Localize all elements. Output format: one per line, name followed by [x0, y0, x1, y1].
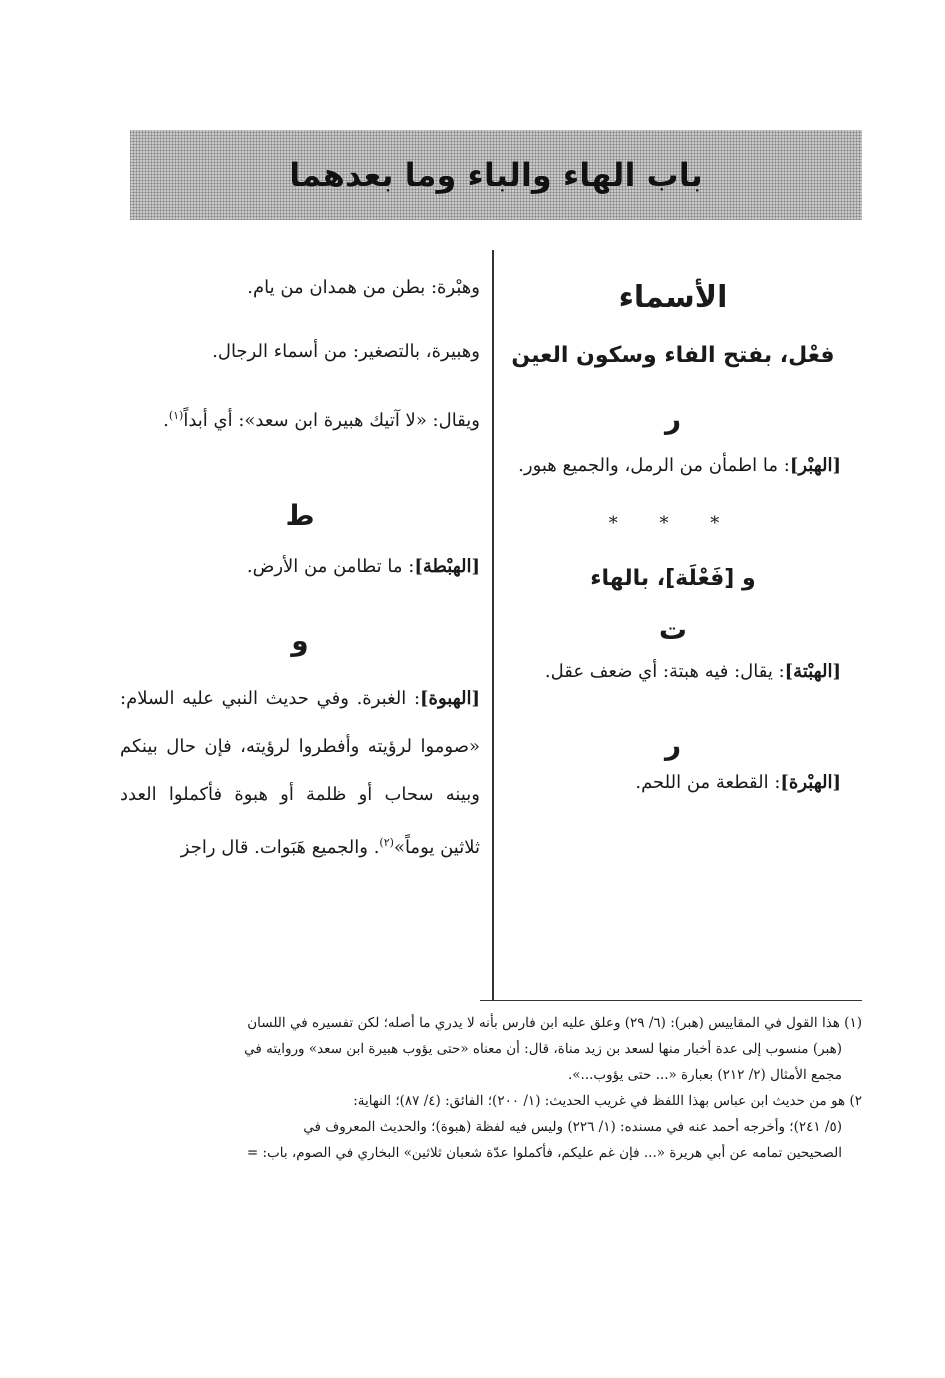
entry-habta2-text: : ما تطامن من الأرض.: [246, 556, 415, 577]
footnote-1-line-1: (١) هذا القول في المقاييس (هبر): (٦/ ٢٩) وعلق عليه ابن فارس بأنه لا يدري ما أصله؛ لكن تفسيره في اللسان: [247, 1015, 862, 1031]
chapter-title: باب الهاء والباء وما بعدهما: [289, 156, 703, 194]
entry-habwa-head: [الهبوة]: [420, 688, 480, 709]
entry-habr-head: [الهبْر]: [789, 455, 841, 476]
footnote-2-line-3: الصحيحين تمامه عن أبي هريرة «... فإن غم عليكم، فأكملوا عدّة شعبان ثلاثين» البخاري في الصوم، باب: =: [246, 1145, 842, 1161]
entry-habra-head: [الهبْرة]: [780, 772, 841, 793]
letter-heading-r2: ر: [664, 728, 682, 761]
footnote-1-line-2: (هبر) منسوب إلى عدة أخبار منها لسعد بن زيد مناة، قال: أن معناه «حتى يؤوب هبيرة ابن سعد» وروايته في: [244, 1041, 842, 1057]
letter-heading-t: ت: [658, 613, 688, 646]
footnote-2-line-2: (٥/ ٢٤١)؛ وأخرجه أحمد عنه في مسنده: (١/ ٢٢٦) وليس فيه لفظة (هبوة)؛ والحديث المعروف في: [303, 1119, 842, 1135]
letter-heading-waw: و: [291, 624, 309, 657]
entry-habta-text: : يقال: فيه هبتة: أي ضعف عقل.: [544, 661, 785, 682]
entry-habta: [505, 646, 841, 698]
footnotes: [100, 1010, 862, 1166]
entry-habwa-end: . والجميع هَبَوات. قال راجز: [180, 837, 380, 858]
entry-habta2-head: [الهبْطة]: [414, 556, 480, 577]
footnote-rule: [480, 1000, 862, 1001]
entry-habr: [505, 439, 841, 493]
section-heading: الأسماء: [618, 280, 728, 315]
entry-habwa-text: : الغبرة. وفي حديث النبي عليه السلام: «صوموا لرؤيته وأفطروا لرؤيته، فإن حال بينكم وبينه سحاب أو ظلمة أو هبوة فأكملوا العدد ثلاثين يوماً»: [120, 688, 480, 858]
footnote-2-line-1: ٢) هو من حديث ابن عباس بهذا اللفظ في غريب الحديث: (١/ ٢٠٠)؛ الفائق: (٤/ ٨٧)؛ النهاية:: [353, 1093, 862, 1109]
entry-habr-text: : ما اطمأن من الرمل، والجميع هبور.: [518, 455, 790, 476]
footnote-ref-2[interactable]: (٢): [379, 836, 394, 849]
entry-saying: [120, 394, 480, 443]
separator-stars: * * *: [608, 513, 738, 534]
entry-habwa: [120, 675, 480, 872]
entry-habta-head: [الهبْتة]: [784, 661, 841, 682]
footnote-ref-1[interactable]: (١): [168, 409, 184, 422]
entry-saying-end: .: [163, 410, 169, 431]
right-column: [505, 250, 841, 805]
entry-habra-tribe: وهبْرة: بطن من همدان من يام.: [247, 277, 480, 298]
letter-heading-r1: ر: [664, 402, 682, 435]
entry-habta2: [120, 544, 480, 590]
chapter-header-band: [130, 130, 862, 220]
footnote-1-line-3: مجمع الأمثال (٢/ ٢١٢) بعبارة «... حتى يؤوب...».: [567, 1067, 842, 1083]
entry-saying-text: ويقال: «لا آتيك هبيرة ابن سعد»: أي أبداً: [183, 410, 480, 431]
pattern-heading-1: فعْل، بفتح الفاء وسكون العين: [511, 343, 835, 368]
entry-habra-text: : القطعة من اللحم.: [635, 772, 781, 793]
letter-heading-tah: ط: [285, 499, 315, 532]
entry-hubayra: وهبيرة، بالتصغير: من أسماء الرجال.: [212, 341, 480, 362]
left-column: [120, 250, 480, 872]
column-divider: [492, 250, 494, 1000]
entry-habra: [505, 761, 841, 805]
pattern-heading-2: و [فَعْلَة]، بالهاء: [590, 566, 756, 591]
